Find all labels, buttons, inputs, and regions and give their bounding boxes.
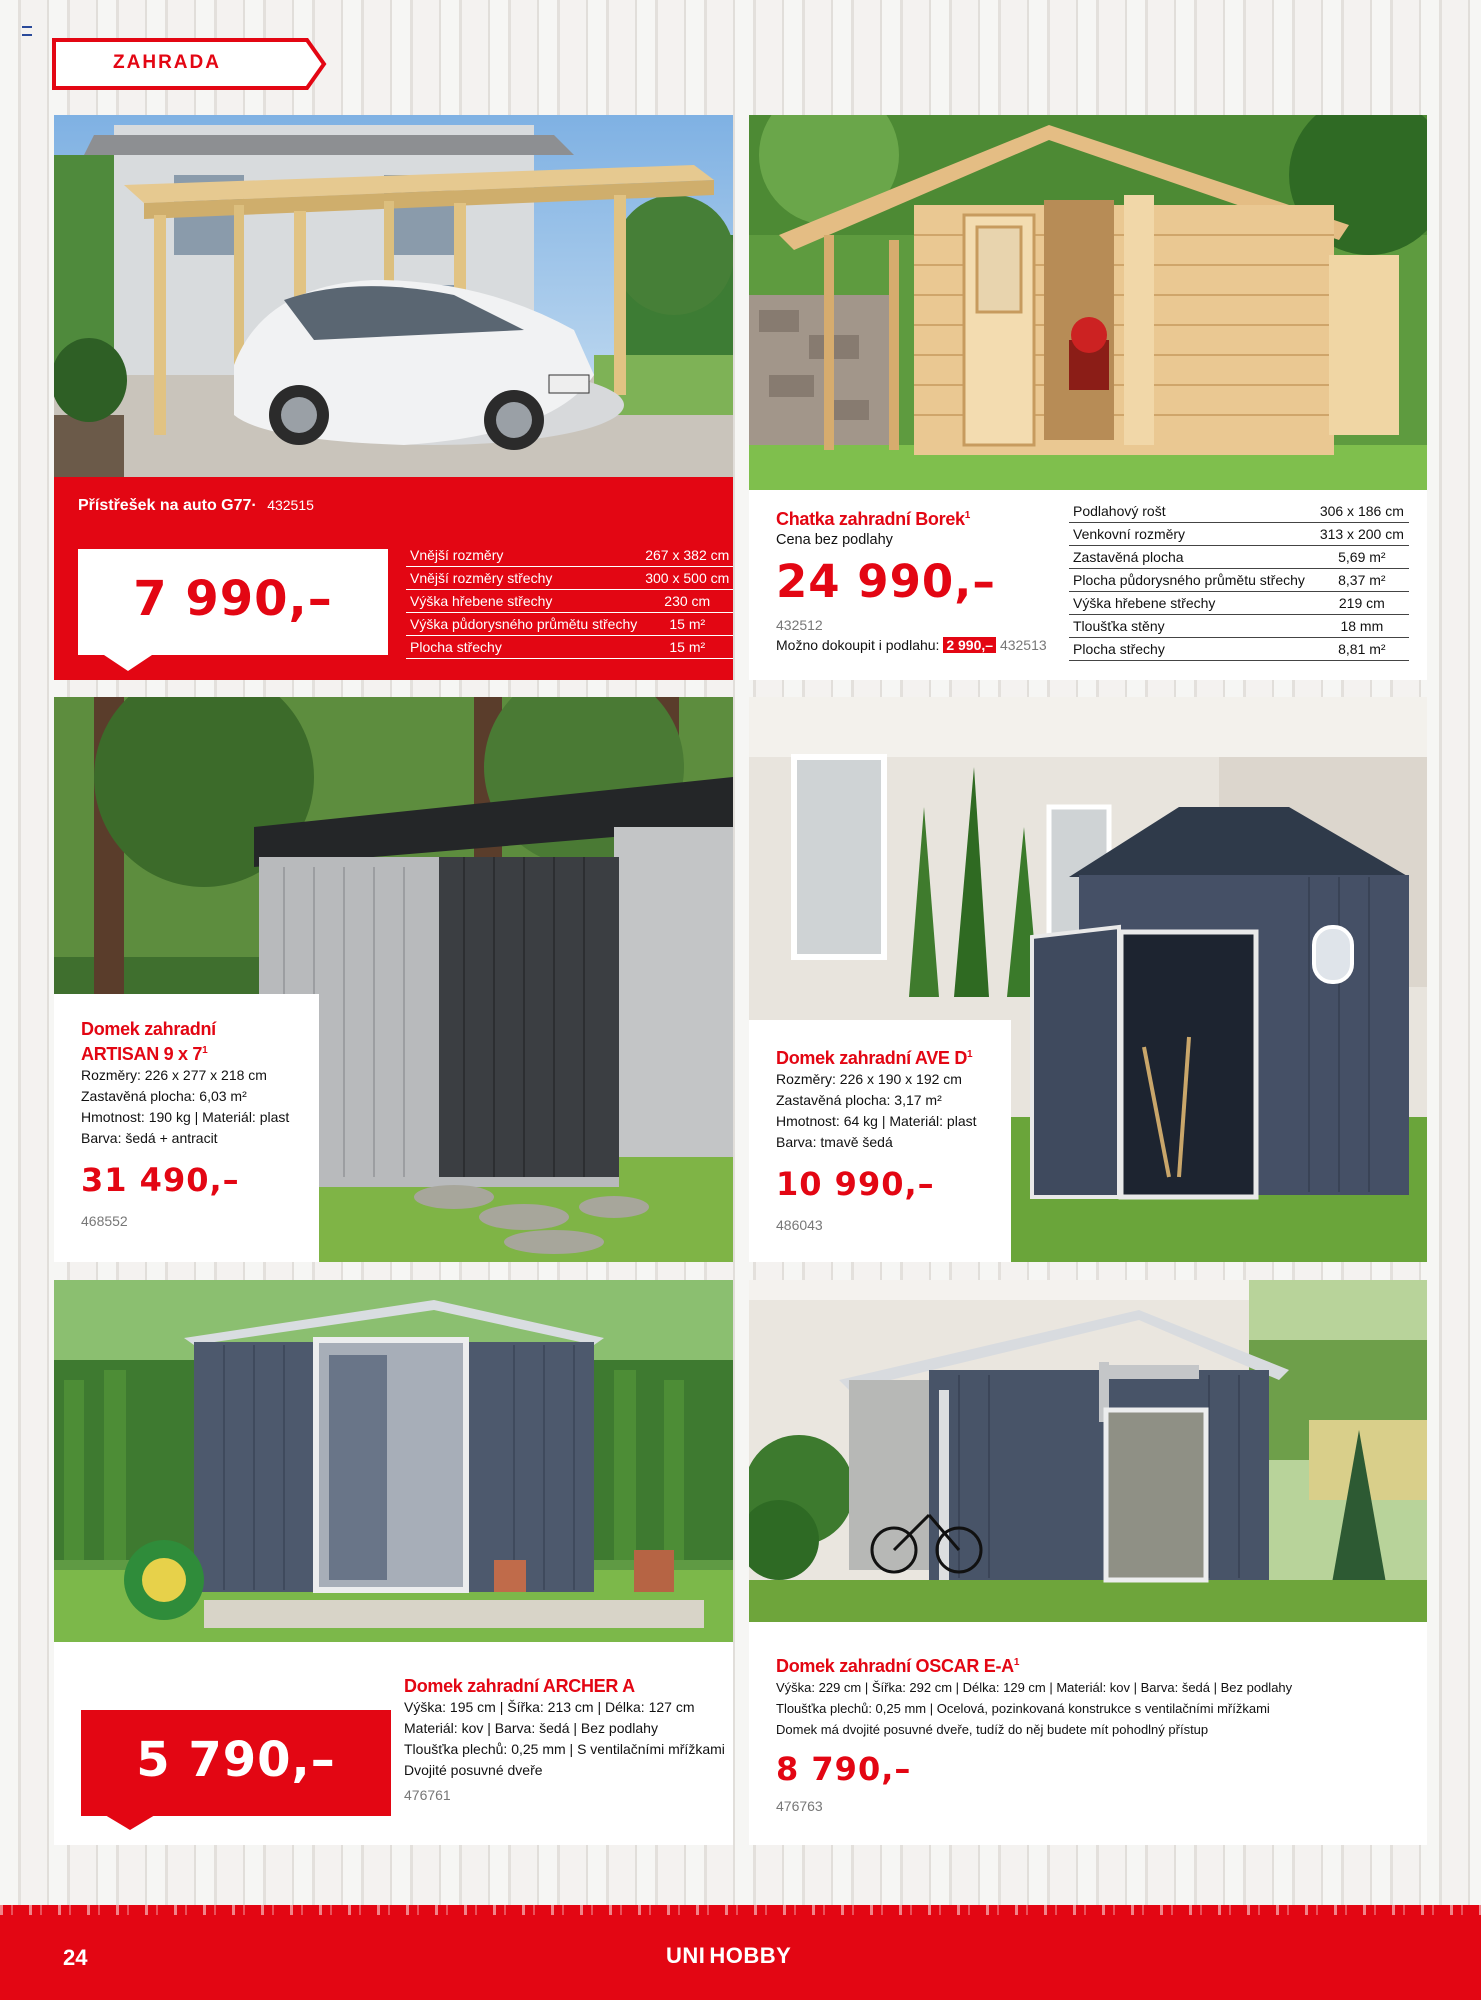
ave-info-box — [749, 1020, 1011, 1262]
carport-spec-table — [406, 544, 733, 659]
spec-label: Podlahový rošt — [1069, 500, 1315, 523]
spec-value: 306 x 186 cm — [1315, 500, 1409, 523]
carport-code: 432515 — [267, 497, 314, 513]
artisan-name-line2 — [81, 1040, 316, 1065]
borek-name-text: Chatka zahradní Borek — [776, 509, 965, 529]
ave-price: 10 990,– — [776, 1165, 935, 1203]
spec-row — [1069, 592, 1409, 615]
spec-row — [1069, 546, 1409, 569]
spec-label: Vnější rozměry střechy — [406, 567, 641, 590]
spec-value: 300 x 500 cm — [641, 567, 733, 590]
ave-line-3: Hmotnost: 64 kg | Materiál: plast — [776, 1113, 977, 1129]
spec-label: Výška hřebene střechy — [1069, 592, 1315, 615]
spec-label: Plocha půdorysného průmětu střechy — [1069, 569, 1315, 592]
borek-photo — [749, 115, 1427, 490]
spec-label: Plocha střechy — [1069, 638, 1315, 661]
archer-line-4: Dvojité posuvné dveře — [404, 1762, 543, 1778]
spec-label: Výška hřebene střechy — [406, 590, 641, 613]
spec-value: 230 cm — [641, 590, 733, 613]
oscar-line-1: Výška: 229 cm | Šířka: 292 cm | Délka: 129 cm | Materiál: kov | Barva: šedá | Bez podlahy — [776, 1680, 1293, 1695]
ave-code: 486043 — [776, 1217, 823, 1233]
carport-photo — [54, 115, 733, 477]
spec-row — [1069, 523, 1409, 546]
spec-row — [406, 544, 733, 567]
borek-name-sup: 1 — [964, 510, 971, 521]
menu-mark-icon — [22, 26, 32, 36]
carport-price: 7 990,– — [133, 571, 333, 627]
product-card-carport[interactable] — [54, 115, 733, 680]
spec-label: Vnější rozměry — [406, 544, 641, 567]
product-card-artisan[interactable] — [54, 697, 733, 1262]
spec-label: Plocha střechy — [406, 636, 641, 659]
borek-left-info — [776, 505, 1066, 656]
carport-price-flag — [78, 549, 388, 655]
carport-info-panel — [54, 477, 733, 680]
oscar-name-sup: 1 — [1013, 1657, 1020, 1668]
spec-label: Tloušťka stěny — [1069, 615, 1315, 638]
archer-price-flag — [81, 1710, 391, 1816]
ave-line-2: Zastavěná plocha: 3,17 m² — [776, 1092, 942, 1108]
product-card-archer[interactable] — [54, 1280, 733, 1845]
spec-row — [1069, 500, 1409, 523]
carport-name: Přístřešek na auto G77· — [78, 497, 257, 514]
archer-price: 5 790,– — [136, 1732, 336, 1788]
product-card-ave[interactable] — [749, 697, 1427, 1262]
ave-name-text: Domek zahradní AVE D — [776, 1048, 968, 1068]
spec-value: 8,37 m² — [1315, 569, 1409, 592]
spec-value: 15 m² — [641, 613, 733, 636]
artisan-name-line2-text: ARTISAN 9 x 7 — [81, 1044, 203, 1064]
oscar-code: 476763 — [776, 1798, 823, 1814]
ave-info — [776, 1044, 1008, 1233]
spec-value: 267 x 382 cm — [641, 544, 733, 567]
oscar-price: 8 790,– — [776, 1750, 912, 1788]
borek-code: 432512 — [776, 617, 823, 633]
spec-row — [1069, 615, 1409, 638]
spec-value: 313 x 200 cm — [1315, 523, 1409, 546]
logo-part-hobby: HOBBY — [709, 1943, 792, 1968]
oscar-info — [776, 1652, 1416, 1814]
spec-value: 15 m² — [641, 636, 733, 659]
borek-subtitle: Cena bez podlahy — [776, 532, 893, 548]
spec-value: 18 mm — [1315, 615, 1409, 638]
archer-photo — [54, 1280, 733, 1642]
page-number: 24 — [63, 1945, 88, 1970]
borek-floor-row — [776, 635, 1066, 656]
spec-row — [406, 567, 733, 590]
archer-line-2: Materiál: kov | Barva: šedá | Bez podlahy — [404, 1720, 658, 1736]
artisan-line-3: Hmotnost: 190 kg | Materiál: plast — [81, 1109, 290, 1125]
ave-name-sup: 1 — [967, 1049, 973, 1060]
section-tag — [52, 38, 312, 88]
artisan-info-box — [54, 994, 319, 1262]
artisan-price: 31 490,– — [81, 1161, 240, 1199]
archer-line-1: Výška: 195 cm | Šířka: 213 cm | Délka: 127 cm — [404, 1699, 695, 1715]
artisan-name-sup: 1 — [202, 1045, 208, 1056]
artisan-line-2: Zastavěná plocha: 6,03 m² — [81, 1088, 247, 1104]
borek-name — [776, 505, 1066, 530]
borek-floor-price: 2 990,– — [943, 637, 996, 653]
ave-name — [776, 1044, 1008, 1069]
spec-row — [1069, 569, 1409, 592]
archer-flag-notch — [100, 1812, 160, 1842]
spec-row — [1069, 638, 1409, 661]
artisan-line-1: Rozměry: 226 x 277 x 218 cm — [81, 1067, 267, 1083]
carport-flag-notch — [98, 651, 158, 680]
oscar-name — [776, 1652, 1416, 1677]
borek-spec-table — [1069, 500, 1409, 661]
spec-value: 5,69 m² — [1315, 546, 1409, 569]
spec-row — [406, 636, 733, 659]
product-card-borek[interactable] — [749, 115, 1427, 680]
spec-value: 219 cm — [1315, 592, 1409, 615]
ave-line-1: Rozměry: 226 x 190 x 192 cm — [776, 1071, 962, 1087]
artisan-name-line1: Domek zahradní — [81, 1019, 216, 1039]
footer-band — [0, 1905, 1481, 2000]
artisan-info — [81, 1019, 316, 1229]
logo-part-uni: UNI — [666, 1943, 706, 1968]
oscar-photo — [749, 1280, 1427, 1622]
borek-price: 24 990,– — [776, 555, 996, 608]
borek-floor-text: Možno dokoupit i podlahu: — [776, 637, 940, 653]
archer-info — [404, 1676, 729, 1803]
artisan-line-4: Barva: šedá + antracit — [81, 1130, 218, 1146]
ave-line-4: Barva: tmavě šedá — [776, 1134, 893, 1150]
oscar-name-text: Domek zahradní OSCAR E-A — [776, 1656, 1014, 1676]
oscar-line-3: Domek má dvojité posuvné dveře, tudíž do něj budete mít pohodlný přístup — [776, 1722, 1209, 1737]
footer-logo — [666, 1943, 791, 1969]
archer-name: Domek zahradní ARCHER A — [404, 1676, 635, 1696]
product-card-oscar[interactable] — [749, 1280, 1427, 1845]
section-tag-label: ZAHRADA — [113, 52, 221, 73]
archer-line-3: Tloušťka plechů: 0,25 mm | S ventilačními mřížkami — [404, 1741, 725, 1757]
artisan-code: 468552 — [81, 1213, 128, 1229]
carport-title-row — [78, 497, 314, 515]
spec-label: Výška půdorysného průmětu střechy — [406, 613, 641, 636]
spec-row — [406, 590, 733, 613]
archer-code: 476761 — [404, 1787, 451, 1803]
oscar-line-2: Tloušťka plechů: 0,25 mm | Ocelová, pozinkovaná konstrukce s ventilačními mřížkami — [776, 1701, 1270, 1716]
spec-label: Venkovní rozměry — [1069, 523, 1315, 546]
spec-row — [406, 613, 733, 636]
borek-floor-code: 432513 — [999, 637, 1047, 653]
spec-value: 8,81 m² — [1315, 638, 1409, 661]
spec-label: Zastavěná plocha — [1069, 546, 1315, 569]
